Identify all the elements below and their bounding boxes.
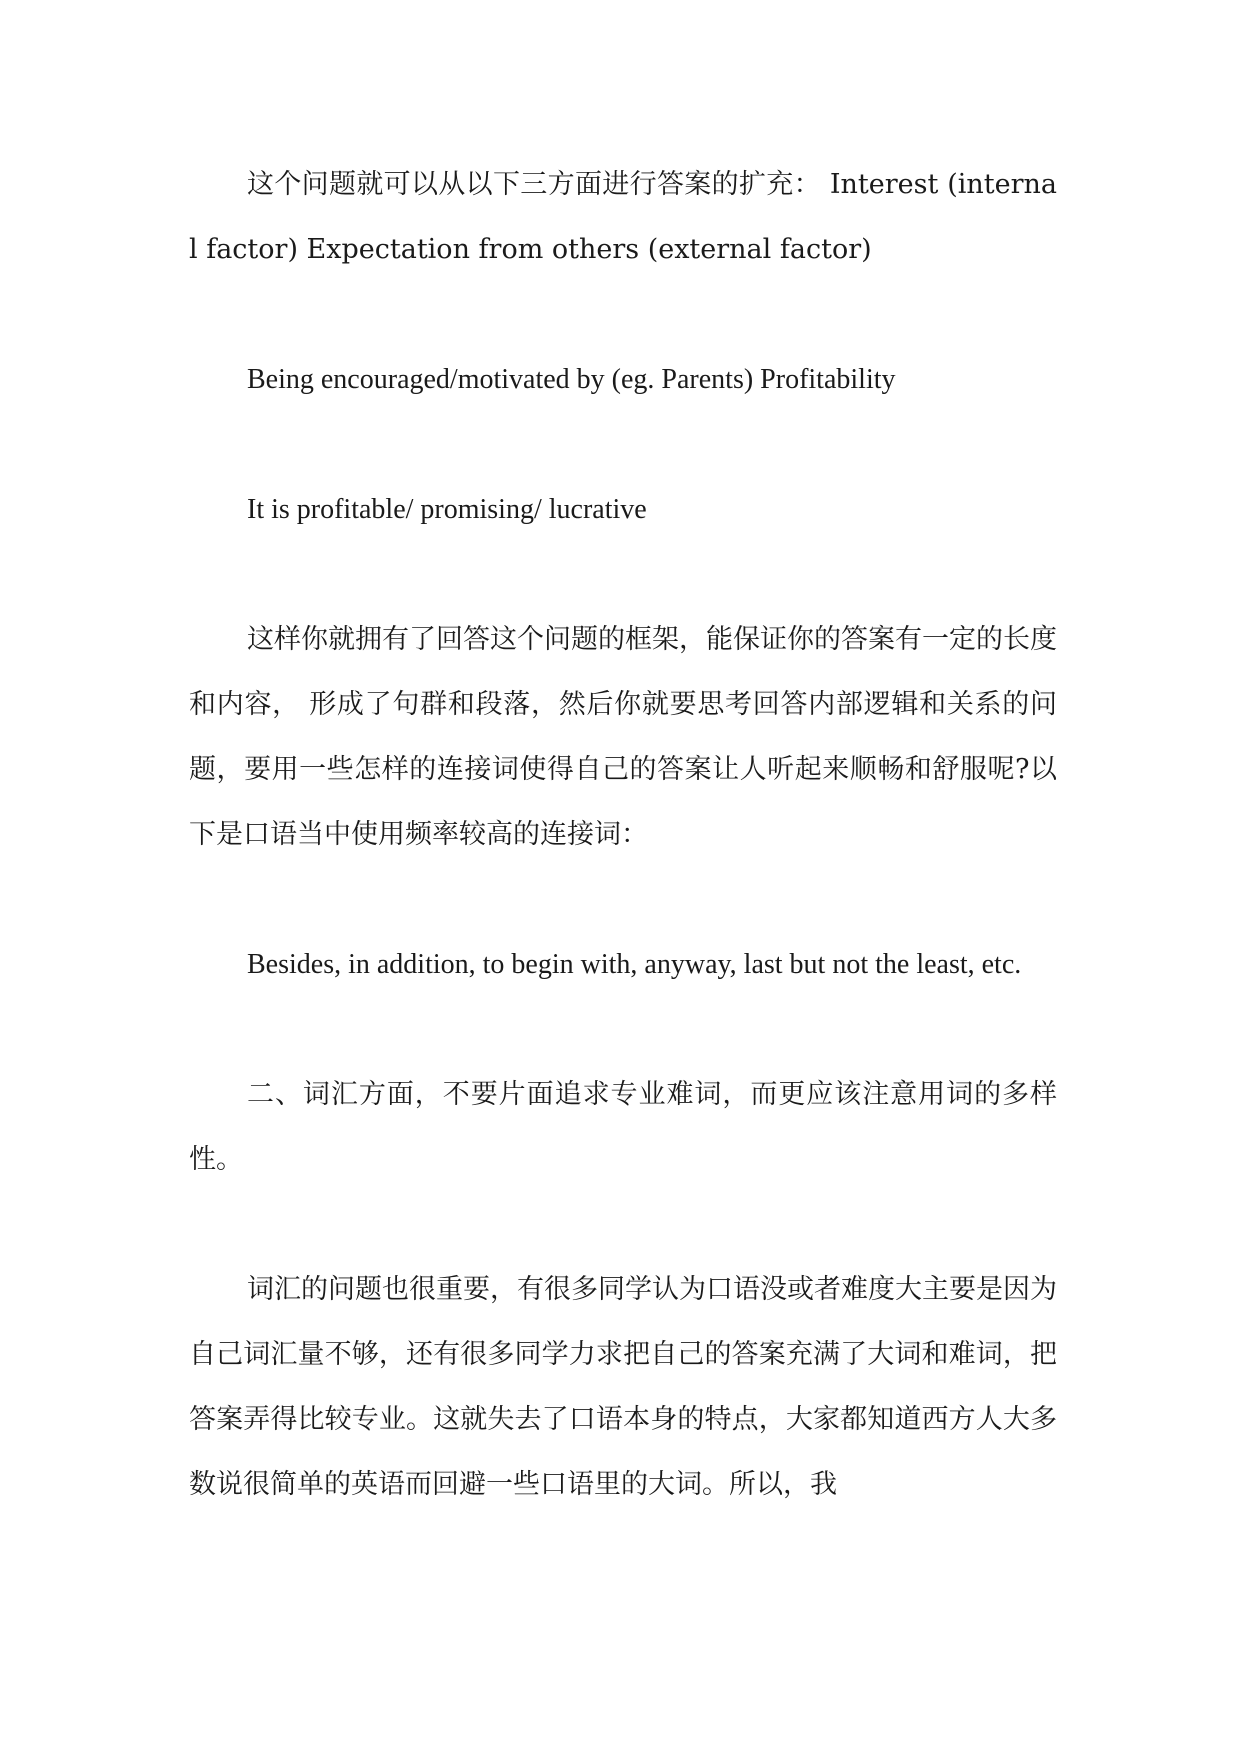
paragraph-expansion-aspects: 这个问题就可以从以下三方面进行答案的扩充： Interest (internal factor) Expectation from others (external factor) <box>189 169 1057 265</box>
paragraph-connectors: Besides, in addition, to begin with, anyway, last but not the least, etc. <box>247 949 1022 980</box>
paragraph-gap <box>189 282 1057 347</box>
paragraph-profitable: It is profitable/ promising/ lucrative <box>247 494 647 525</box>
paragraph-vocabulary-body: 词汇的问题也很重要，有很多同学认为口语没或者难度大主要是因为自己词汇量不够，还有很多同学力求把自己的答案充满了大词和难词，把答案弄得比较专业。这就失去了口语本身的特点，大家都知道西方人大多数说很简单的英语而回避一些口语里的大词。所以，我 <box>189 1274 1057 1500</box>
paragraph-gap <box>189 542 1057 607</box>
paragraph-gap <box>189 867 1057 932</box>
paragraph-gap <box>189 1192 1057 1257</box>
paragraph-vocabulary-heading: 二、词汇方面，不要片面追求专业难词，而更应该注意用词的多样性。 <box>189 1079 1057 1175</box>
paragraph-gap <box>189 997 1057 1062</box>
paragraph-gap <box>189 412 1057 477</box>
document-body <box>189 152 1057 1517</box>
paragraph-encouraged: Being encouraged/motivated by (eg. Parents) Profitability <box>247 364 896 395</box>
paragraph-framework: 这样你就拥有了回答这个问题的框架，能保证你的答案有一定的长度和内容， 形成了句群和段落，然后你就要思考回答内部逻辑和关系的问题，要用一些怎样的连接词使得自己的答案让人听起来顺畅和舒服呢?以下是口语当中使用频率较高的连接词： <box>189 624 1057 850</box>
